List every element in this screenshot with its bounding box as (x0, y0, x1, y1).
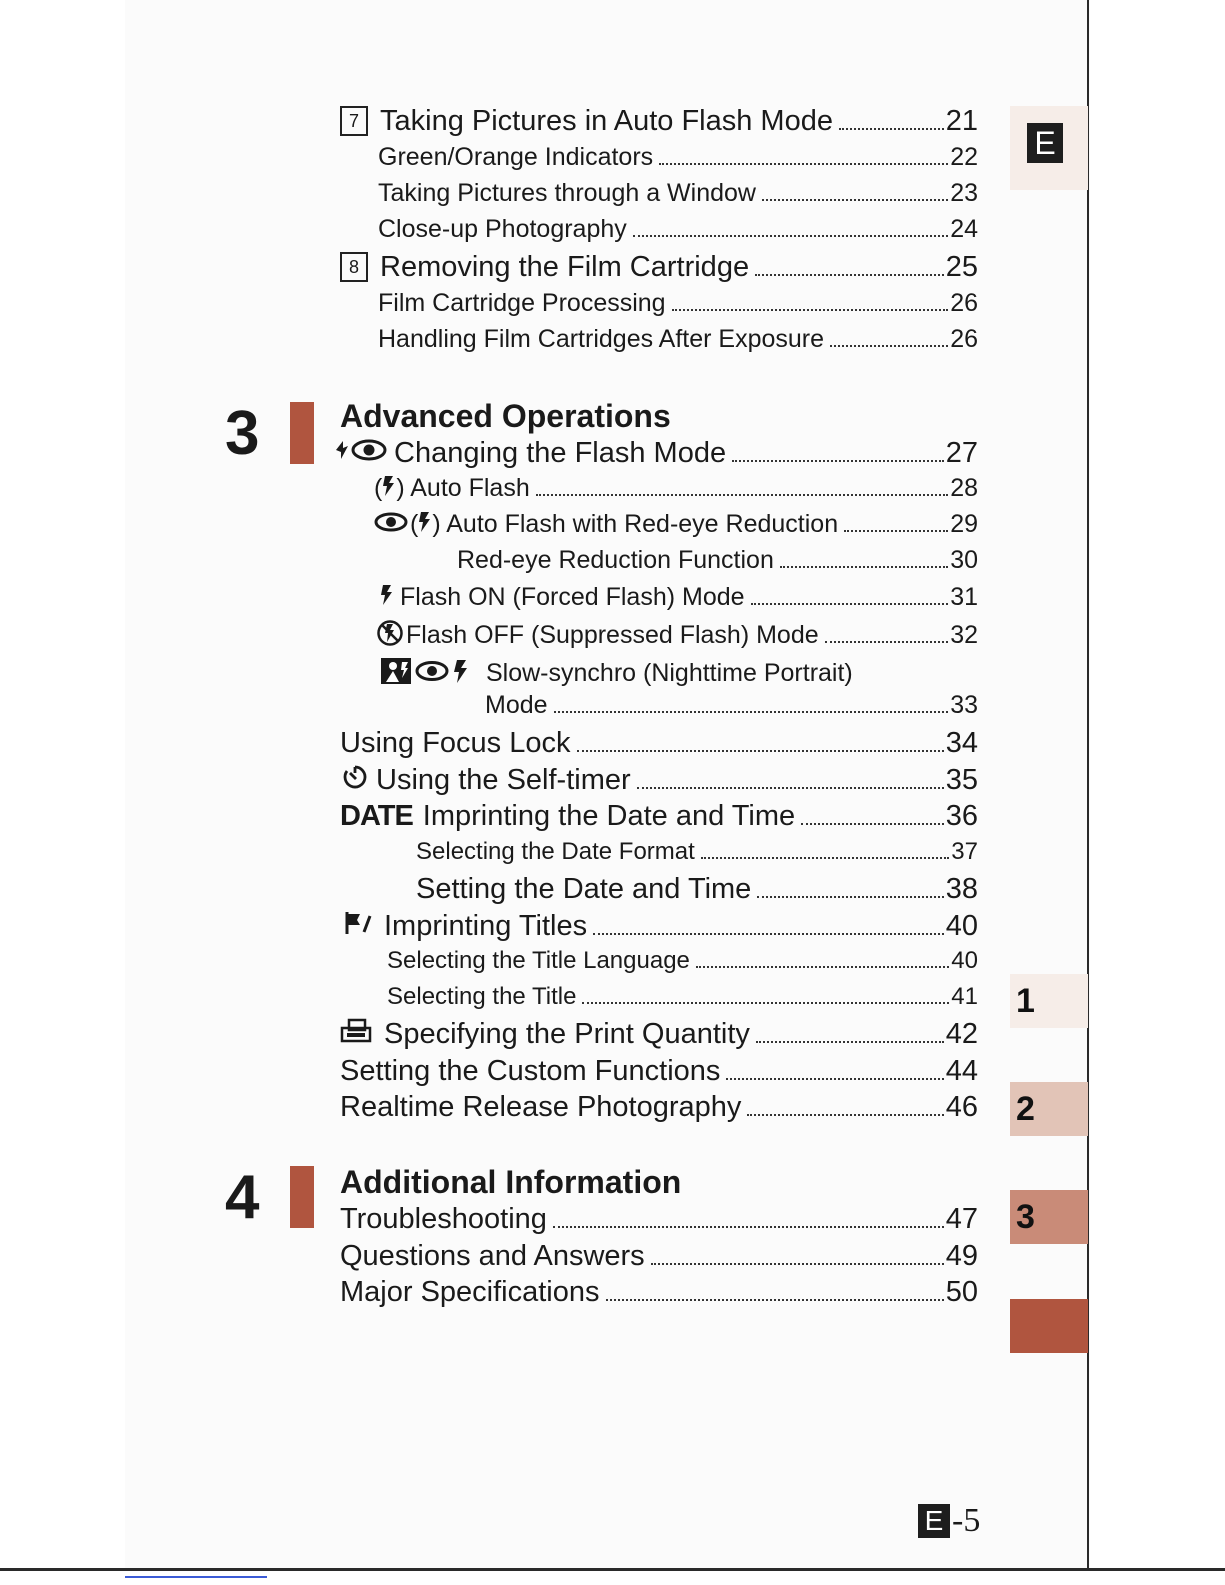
toc-entry-flash-off[interactable] (376, 619, 978, 655)
toc-entry-indicators[interactable] (378, 143, 978, 179)
toc-entry-slow-synchro-mode[interactable] (485, 691, 978, 727)
toc-entry-title-language[interactable] (387, 947, 978, 983)
dot-leader (633, 235, 948, 237)
dot-leader (637, 787, 944, 789)
print-icon (340, 1018, 372, 1052)
page-number: 35 (945, 764, 978, 796)
toc-entry-realtime-release[interactable] (340, 1091, 978, 1127)
toc-entry-setting-date[interactable] (416, 873, 978, 909)
toc-entry-focus-lock[interactable] (340, 727, 978, 763)
toc-entry-closeup[interactable] (378, 215, 978, 251)
page-number: 26 (950, 289, 978, 317)
section-3-title: Advanced Operations (340, 398, 671, 434)
page-number: 44 (945, 1055, 978, 1087)
toc-entry-text: Setting the Custom Functions (340, 1055, 721, 1087)
toc-entry-text: Auto Flash (410, 474, 530, 502)
toc-entry-text: Removing the Film Cartridge (380, 251, 750, 283)
dot-leader (696, 966, 949, 968)
dot-leader (762, 199, 948, 201)
step-7-icon: 7 (340, 106, 368, 136)
toc-entry-text: Setting the Date and Time (416, 873, 752, 905)
toc-entry-handling-cartridges[interactable] (378, 325, 978, 361)
flash-redeye-icon (334, 437, 388, 471)
toc-entry-removing-film[interactable] (340, 251, 978, 287)
toc-entry-redeye-function[interactable] (457, 546, 978, 582)
page-number: 40 (951, 947, 978, 974)
toc-entry-custom-functions[interactable] (340, 1055, 978, 1091)
date-label: DATE (340, 800, 413, 832)
dot-leader (780, 566, 948, 568)
dot-leader (755, 274, 944, 276)
dot-leader (751, 603, 949, 605)
toc-entry-text: Handling Film Cartridges After Exposure (378, 325, 825, 353)
toc-entry-slow-synchro[interactable] (380, 656, 978, 692)
dot-leader (651, 1263, 944, 1265)
toc-entry-text: Green/Orange Indicators (378, 143, 654, 171)
dot-leader (844, 530, 948, 532)
paren-close: ) (396, 474, 405, 502)
toc-entry-text: Taking Pictures in Auto Flash Mode (380, 105, 833, 137)
toc-entry-date-format[interactable] (416, 838, 978, 874)
dot-leader (830, 345, 948, 347)
chapter-tab-3[interactable] (1010, 1190, 1088, 1244)
toc-entry-film-processing[interactable] (378, 289, 978, 325)
toc-entry-flash-on[interactable] (380, 583, 978, 619)
paren-open: ( (374, 474, 383, 502)
page-number: 36 (945, 800, 978, 832)
toc-entry-imprinting-titles[interactable] (344, 910, 978, 946)
flash-off-icon (376, 619, 404, 654)
page-number: 24 (950, 215, 978, 243)
self-timer-icon (342, 764, 368, 798)
section-3-number: 3 (225, 399, 260, 468)
toc-entry-print-quantity[interactable] (340, 1018, 978, 1054)
toc-entry-auto-flash-mode[interactable] (340, 105, 978, 141)
step-8-icon: 8 (340, 252, 368, 282)
toc-entry-window[interactable] (378, 179, 978, 215)
chapter-tab-1[interactable] (1010, 974, 1088, 1028)
toc-entry-text: Troubleshooting (340, 1203, 547, 1235)
chapter-tab-2-label: 2 (1016, 1090, 1035, 1128)
dot-leader (672, 309, 949, 311)
toc-entry-selecting-title[interactable] (387, 983, 978, 1019)
page-number: 41 (951, 983, 978, 1010)
footer-e-box: E (918, 1504, 950, 1538)
page-number: 34 (945, 727, 978, 759)
toc-entry-questions-answers[interactable] (340, 1240, 978, 1276)
toc-entry-text: Selecting the Date Format (416, 838, 695, 865)
toc-entry-text: Film Cartridge Processing (378, 289, 666, 317)
page-number: 32 (950, 621, 978, 650)
toc-entry-text: Taking Pictures through a Window (378, 179, 756, 207)
section-4-number: 4 (225, 1163, 260, 1232)
dot-leader (701, 857, 949, 859)
flash-icon (382, 475, 396, 504)
dot-leader (606, 1299, 944, 1301)
chapter-tab-3-label: 3 (1016, 1198, 1035, 1236)
toc-entry-text: Slow-synchro (Nighttime Portrait) (486, 659, 853, 688)
footer-page-suffix: -5 (952, 1502, 981, 1539)
section-4-title: Additional Information (340, 1164, 682, 1200)
toc-entry-text: Red-eye Reduction Function (457, 546, 774, 574)
page-number: 33 (950, 691, 978, 719)
page-number: 30 (950, 546, 978, 574)
page-number: 50 (945, 1276, 978, 1308)
page-number: 31 (950, 583, 978, 611)
page-number: 27 (945, 437, 978, 469)
page-number: 42 (945, 1018, 978, 1050)
paren-open: ( (410, 510, 419, 538)
section-4-marker (290, 1166, 314, 1228)
redeye-icon (374, 511, 408, 540)
page-number: 40 (945, 910, 978, 942)
dot-leader (659, 163, 948, 165)
dot-leader (726, 1078, 943, 1080)
dot-leader (839, 128, 944, 130)
slow-synchro-icon (380, 656, 472, 693)
page-number: 38 (945, 873, 978, 905)
toc-entry-text: Changing the Flash Mode (394, 437, 727, 469)
dot-leader (536, 494, 948, 496)
toc-entry-self-timer[interactable] (342, 764, 978, 800)
flash-icon (380, 584, 394, 613)
toc-entry-text: Using the Self-timer (376, 764, 631, 796)
chapter-tab-4[interactable] (1010, 1299, 1088, 1353)
toc-entry-troubleshooting[interactable] (340, 1203, 978, 1239)
dot-leader (577, 750, 944, 752)
language-tab-label: E (1027, 123, 1063, 163)
dot-leader (825, 641, 949, 643)
dot-leader (582, 1002, 949, 1004)
toc-entry-text: Mode (485, 691, 548, 719)
page-number: 47 (945, 1203, 978, 1235)
page-number: 25 (945, 251, 978, 283)
paren-close: ) (432, 510, 441, 538)
toc-entry-text: Major Specifications (340, 1276, 600, 1308)
toc-entry-imprinting-date[interactable] (340, 800, 978, 836)
page-number: 23 (950, 179, 978, 207)
page-number: 21 (945, 105, 978, 137)
page-number-footer (918, 1502, 980, 1540)
toc-entry-text: Using Focus Lock (340, 727, 571, 759)
toc-entry-text: Flash ON (Forced Flash) Mode (400, 583, 745, 611)
toc-entry-text: Selecting the Title (387, 983, 577, 1010)
dot-leader (756, 1041, 944, 1043)
toc-entry-text: Close-up Photography (378, 215, 627, 243)
toc-entry-text: Realtime Release Photography (340, 1091, 742, 1123)
dot-leader (747, 1114, 943, 1116)
title-flag-icon (344, 910, 374, 944)
toc-entry-redeye-flash[interactable] (374, 510, 978, 546)
bottom-edge-rule (0, 1568, 1225, 1571)
toc-entry-specifications[interactable] (340, 1276, 978, 1312)
toc-entry-flash-mode[interactable] (334, 437, 978, 473)
page-number: 29 (950, 510, 978, 538)
toc-entry-text: Flash OFF (Suppressed Flash) Mode (406, 621, 819, 650)
toc-entry-text: Imprinting the Date and Time (422, 800, 796, 832)
page-number: 26 (950, 325, 978, 353)
toc-entry-text: Questions and Answers (340, 1240, 645, 1272)
language-tab[interactable] (1010, 106, 1088, 190)
dot-leader (554, 711, 949, 713)
toc-entry-text: Selecting the Title Language (387, 947, 690, 974)
link-underline (125, 1576, 267, 1578)
page-number: 22 (950, 143, 978, 171)
page-number: 37 (951, 838, 978, 865)
flash-icon (418, 511, 432, 540)
dot-leader (801, 823, 944, 825)
page-number: 28 (950, 474, 978, 502)
dot-leader (553, 1226, 944, 1228)
page-number: 49 (945, 1240, 978, 1272)
chapter-tab-2[interactable] (1010, 1082, 1088, 1136)
toc-entry-text: Auto Flash with Red-eye Reduction (446, 510, 839, 538)
page-number: 46 (945, 1091, 978, 1123)
chapter-tab-1-label: 1 (1016, 982, 1035, 1020)
section-3-marker (290, 402, 314, 464)
toc-entry-auto-flash[interactable] (374, 474, 978, 510)
toc-entry-text: Imprinting Titles (384, 910, 588, 942)
dot-leader (757, 896, 943, 898)
toc-entry-text: Specifying the Print Quantity (384, 1018, 750, 1050)
dot-leader (593, 933, 944, 935)
dot-leader (732, 460, 944, 462)
